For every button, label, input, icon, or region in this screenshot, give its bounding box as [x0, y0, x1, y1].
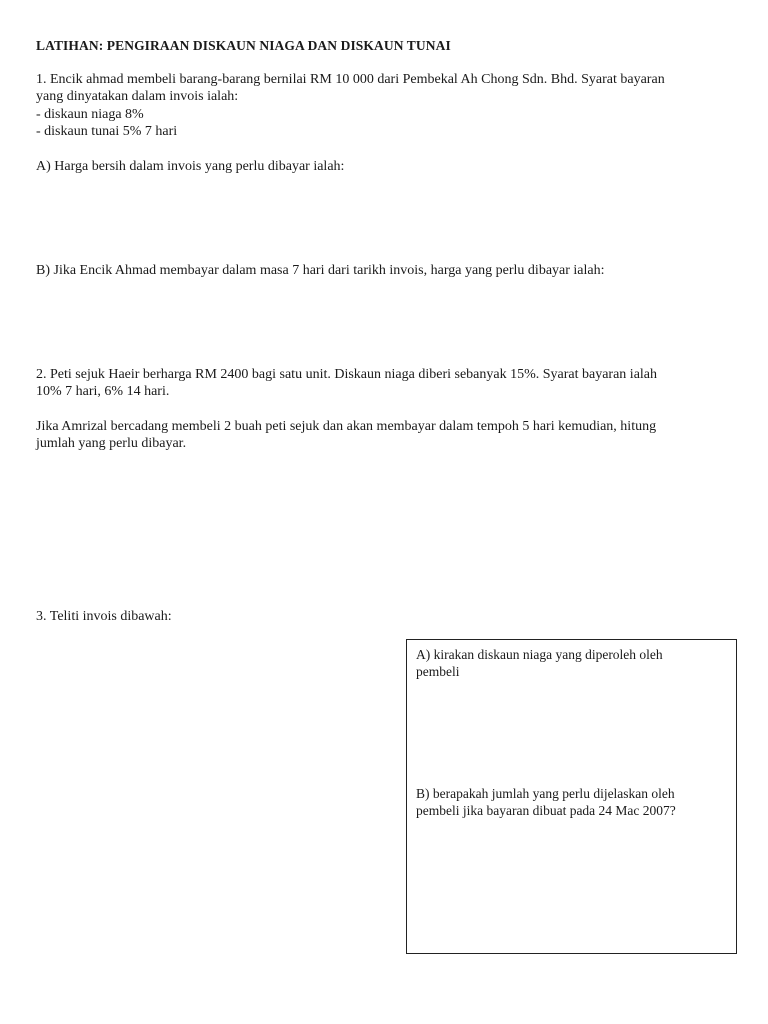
- q2-text-line-1: 2. Peti sejuk Haeir berharga RM 2400 bagi satu unit. Diskaun niaga diberi sebanyak 15%. Syarat bayaran ialah: [36, 367, 658, 382]
- q2-text-line-4: jumlah yang perlu dibayar.: [36, 436, 187, 451]
- q1-part-b: B) Jika Encik Ahmad membayar dalam masa 7 hari dari tarikh invois, harga yang perlu dibayar ialah:: [36, 263, 605, 278]
- q3-box-part-b-line-1: B) berapakah jumlah yang perlu dijelaskan oleh: [416, 786, 675, 801]
- q1-term-trade-discount: - diskaun niaga 8%: [36, 107, 144, 122]
- q3-box-part-a-line-1: A) kirakan diskaun niaga yang diperoleh oleh: [416, 647, 663, 662]
- q2-text-line-2: 10% 7 hari, 6% 14 hari.: [36, 384, 170, 399]
- q1-part-a: A) Harga bersih dalam invois yang perlu dibayar ialah:: [36, 159, 345, 174]
- q2-text-line-3: Jika Amrizal bercadang membeli 2 buah peti sejuk dan akan membayar dalam tempoh 5 hari kemudian, hitung: [36, 419, 657, 434]
- q1-text-line-2: yang dinyatakan dalam invois ialah:: [36, 89, 239, 104]
- q3-answer-box: [406, 639, 737, 954]
- q1-term-cash-discount: - diskaun tunai 5% 7 hari: [36, 124, 178, 139]
- q3-box-part-a-line-2: pembeli: [416, 664, 460, 679]
- q3-box-part-b-line-2: pembeli jika bayaran dibuat pada 24 Mac 2007?: [416, 803, 676, 818]
- q3-text-line-1: 3. Teliti invois dibawah:: [36, 609, 172, 624]
- worksheet-title: LATIHAN: PENGIRAAN DISKAUN NIAGA DAN DISKAUN TUNAI: [36, 38, 451, 53]
- q1-text-line-1: 1. Encik ahmad membeli barang-barang bernilai RM 10 000 dari Pembekal Ah Chong Sdn. Bhd. Syarat bayaran: [36, 72, 665, 87]
